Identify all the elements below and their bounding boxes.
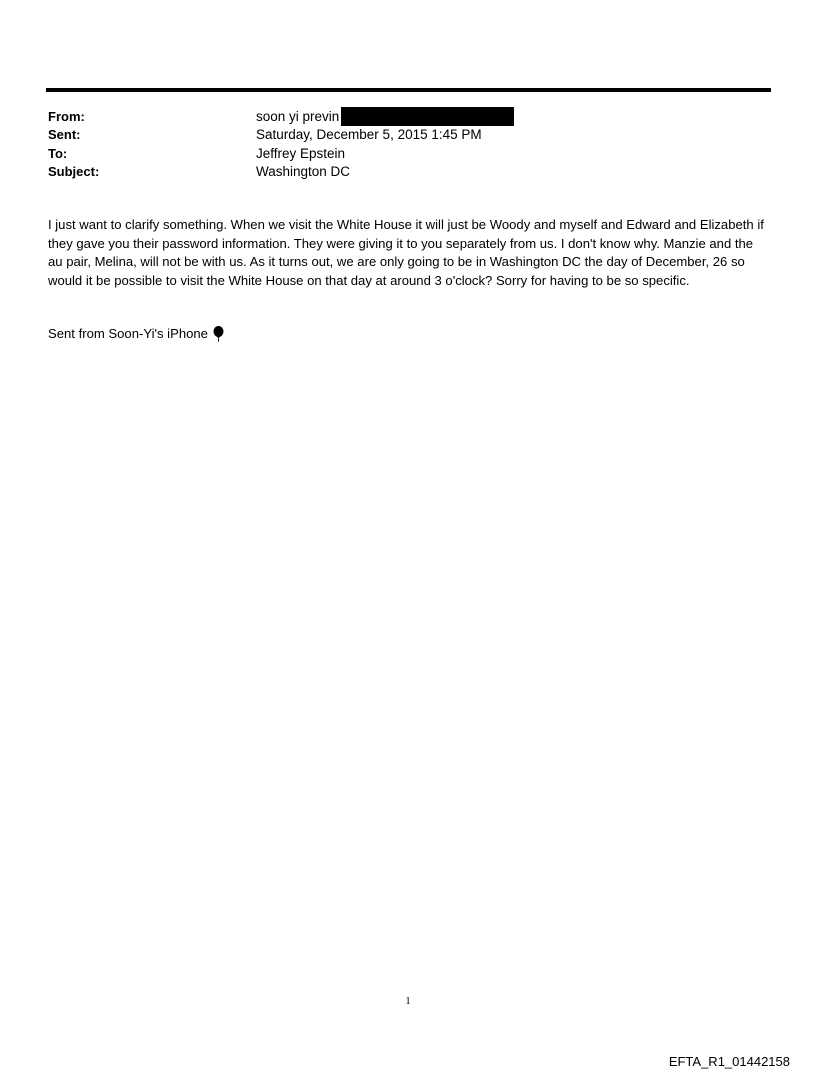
balloon-icon bbox=[213, 326, 224, 342]
email-signature bbox=[48, 325, 224, 343]
email-body: I just want to clarify something. When we visit the White House it will just be Woody and myself and Edward and Elizabeth if they gave you their password information. They were giving it to you separately from us. I don't know why. Manzie and the au pair, Melina, will not be with us. As it turns out, we are only going to be in Washington DC the day of December, 26 so would it be possible to visit the White House on that day at around 3 o'clock? Sorry for having to be so specific. bbox=[48, 217, 764, 288]
to-label: To: bbox=[48, 145, 68, 161]
from-row bbox=[48, 107, 768, 126]
from-value bbox=[256, 107, 514, 126]
sent-value: Saturday, December 5, 2015 1:45 PM bbox=[256, 127, 482, 143]
document-id: EFTA_R1_01442158 bbox=[668, 1054, 790, 1069]
redaction-block bbox=[341, 107, 514, 126]
signature-text: Sent from Soon-Yi's iPhone bbox=[48, 326, 208, 341]
to-value: Jeffrey Epstein bbox=[256, 145, 346, 161]
sent-label: Sent: bbox=[48, 127, 81, 143]
header-divider bbox=[46, 88, 771, 92]
subject-row bbox=[48, 163, 768, 182]
subject-label: Subject: bbox=[48, 164, 100, 180]
sender-name: soon yi previn bbox=[256, 108, 340, 124]
to-row bbox=[48, 144, 768, 163]
page-number: 1 bbox=[405, 995, 411, 1007]
subject-value: Washington DC bbox=[256, 164, 351, 180]
sent-row bbox=[48, 126, 768, 145]
email-header bbox=[48, 107, 768, 181]
from-label: From: bbox=[48, 108, 85, 124]
